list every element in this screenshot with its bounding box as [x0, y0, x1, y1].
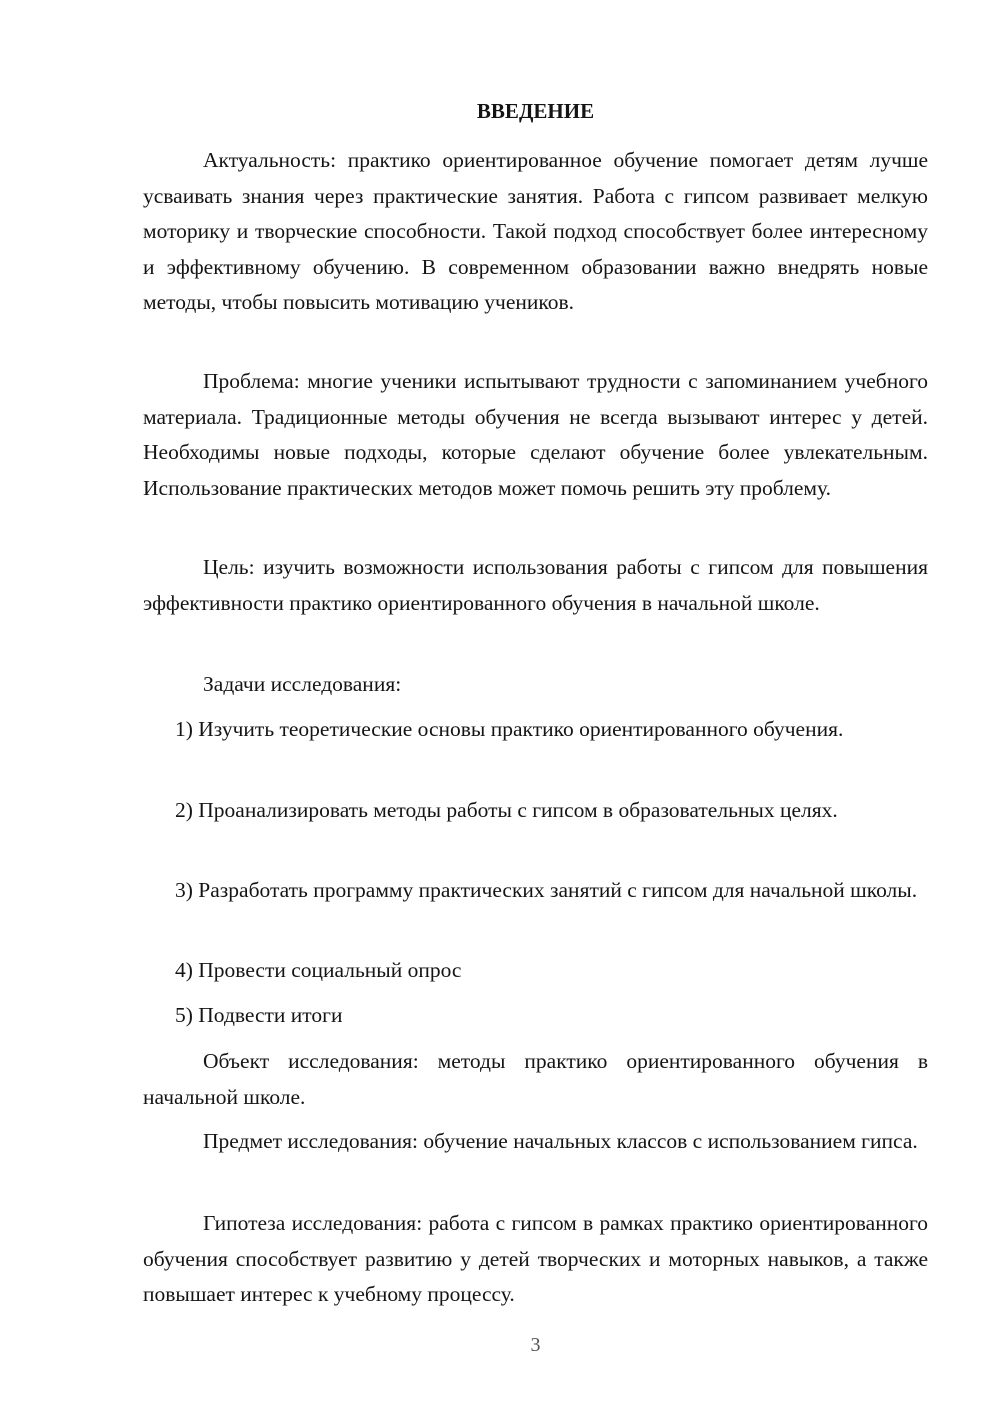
task-item-2: 2) Проанализировать методы работы с гипсом в образовательных целях. [175, 798, 838, 822]
paragraph-goal: Цель: изучить возможности использования работы с гипсом для повышения эффективности практико ориентированного обучения в начальной школе. [143, 555, 928, 615]
paragraph-hypothesis: Гипотеза исследования: работа с гипсом в рамках практико ориентированного обучения способствует развитию у детей творческих и моторных навыков, а также повышает интерес к учебному процессу. [143, 1211, 928, 1306]
task-item-5: 5) Подвести итоги [175, 1003, 343, 1027]
document-page [143, 0, 928, 1414]
paragraph-relevance: Актуальность: практико ориентированное обучение помогает детям лучше усваивать знания через практические занятия. Работа с гипсом развивает мелкую моторику и творческие способности. Такой подход способствует более интересному и эффективному обучению. В современном образовании важно внедрять новые методы, чтобы повысить мотивацию учеников. [143, 148, 928, 314]
task-item-1: 1) Изучить теоретические основы практико ориентированного обучения. [175, 717, 844, 741]
paragraph-object: Объект исследования: методы практико ориентированного обучения в начальной школе. [143, 1049, 928, 1109]
paragraph-problem: Проблема: многие ученики испытывают трудности с запоминанием учебного материала. Традиционные методы обучения не всегда вызывают интерес у детей. Необходимы новые подходы, которые сделают обучение более увлекательным. Использование практических методов может помочь решить эту проблему. [143, 369, 928, 500]
page-number: 3 [530, 1334, 541, 1356]
task-item-3: 3) Разработать программу практических занятий с гипсом для начальной школы. [175, 878, 918, 902]
paragraph-subject: Предмет исследования: обучение начальных классов с использованием гипса. [203, 1129, 918, 1153]
page-title: ВВЕДЕНИЕ [476, 99, 595, 123]
task-item-4: 4) Провести социальный опрос [175, 958, 462, 982]
tasks-heading: Задачи исследования: [203, 672, 402, 696]
